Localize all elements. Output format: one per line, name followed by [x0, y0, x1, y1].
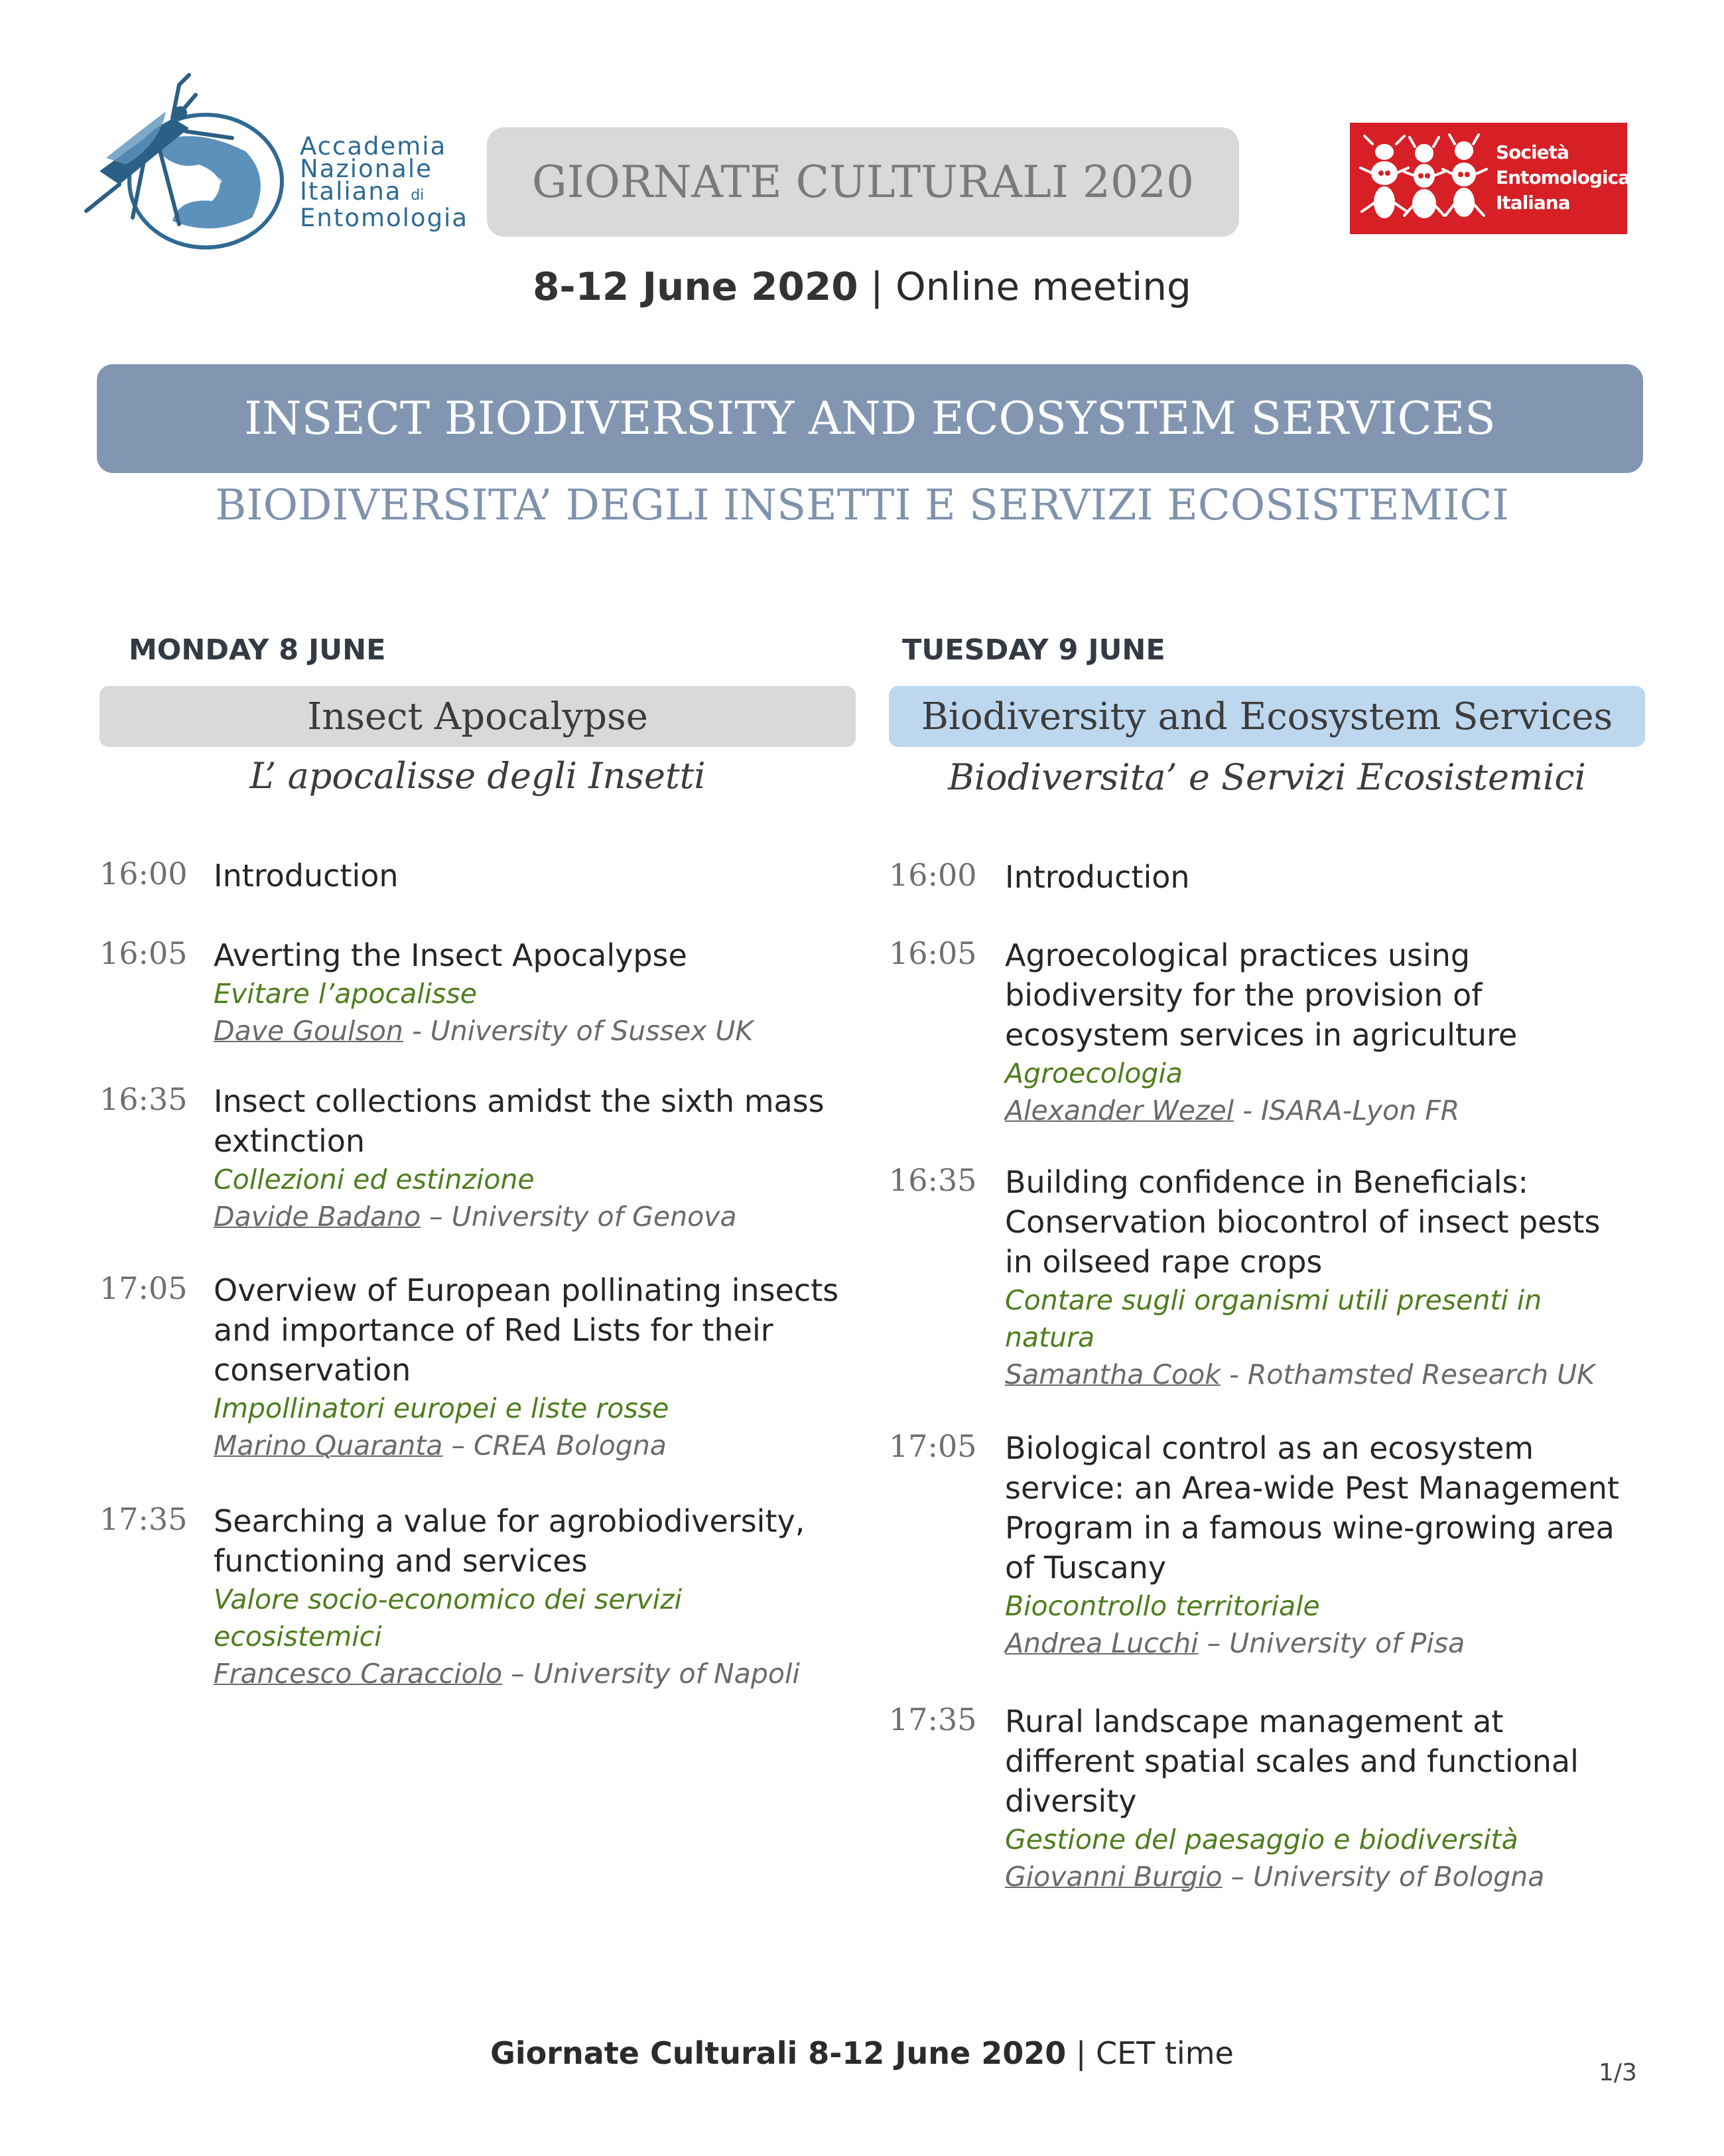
society-name-line1: Società [1496, 141, 1569, 163]
talk-italian-title: Evitare l’apocalisse [214, 978, 477, 1010]
speaker-affiliation: Rothamsted Research UK [1247, 1359, 1595, 1390]
talk-time: 17:35 [99, 1501, 188, 1537]
speaker-affiliation: CREA Bologna [474, 1430, 667, 1461]
talk-speaker [214, 1427, 864, 1464]
talk-title-line: service: an Area-wide Pest Management [1005, 1470, 1619, 1506]
talk-time: 16:35 [99, 1081, 188, 1117]
talk-time: 17:35 [889, 1702, 977, 1737]
talk-title-line: Agroecological practices using [1005, 937, 1471, 973]
speaker-name: Samantha Cook [1005, 1359, 1221, 1390]
talk-speaker [214, 1012, 864, 1049]
talk-title-line: extinction [214, 1123, 365, 1159]
talk-title-line: Overview of European pollinating insects [214, 1272, 839, 1308]
talk-title-line: of Tuscany [1005, 1550, 1167, 1585]
speaker-separator: – [1207, 1627, 1221, 1659]
sei-logo [1350, 123, 1630, 234]
talk-speaker [1005, 1858, 1635, 1895]
speaker-separator: – [429, 1201, 443, 1233]
mantis-globe-logo-icon [80, 72, 292, 251]
insects-emblem-icon [1358, 133, 1491, 224]
talk-title-line: and importance of Red Lists for their [214, 1312, 773, 1348]
footer-separator: | [1075, 2035, 1087, 2071]
speaker-separator: – [1230, 1861, 1245, 1893]
talk-title-line: Building confidence in Beneficials: [1005, 1164, 1529, 1200]
talk-time: 16:00 [889, 857, 977, 893]
academy-name-line3: Italiana [300, 177, 402, 206]
tuesday-session-italian: Biodiversita’ e Servizi Ecosistemici [948, 756, 1586, 798]
talk-italian-title: Impollinatori europei e liste rosse [214, 1392, 669, 1424]
footer-timezone: CET time [1095, 2035, 1234, 2071]
event-format: Online meeting [895, 264, 1191, 309]
date-separator: | [870, 264, 884, 309]
talk-speaker [1005, 1356, 1635, 1393]
academy-name-line4: Entomologia [300, 204, 469, 232]
theme-subtitle: BIODIVERSITA’ DEGLI INSETTI E SERVIZI ECOSISTEMICI [215, 481, 1509, 530]
talk-italian-title: Agroecologia [1005, 1057, 1183, 1089]
talk-title-line: ecosystem services in agriculture [1005, 1017, 1518, 1053]
society-name-line3: Italiana [1496, 192, 1570, 214]
tuesday-session-title: Biodiversity and Ecosystem Services [889, 686, 1645, 747]
speaker-affiliation: University of Napoli [533, 1658, 800, 1690]
tuesday-heading: TUESDAY 9 JUNE [902, 634, 1165, 667]
speaker-separator: – [511, 1658, 525, 1690]
event-title: GIORNATE CULTURALI 2020 [487, 127, 1239, 237]
theme-banner: INSECT BIODIVERSITY AND ECOSYSTEM SERVICES [97, 364, 1643, 473]
talk-title-line: Searching a value for agrobiodiversity, [214, 1503, 805, 1539]
speaker-separator: – [451, 1430, 465, 1461]
talk-title: Introduction [214, 858, 399, 894]
talk-title-line: Insect collections amidst the sixth mass [214, 1083, 825, 1119]
footer [0, 2035, 1724, 2071]
talk-time: 17:05 [99, 1270, 188, 1306]
talk-title-line: Conservation biocontrol of insect pests [1005, 1204, 1601, 1240]
event-dates: 8-12 June 2020 [533, 264, 858, 309]
talk-time: 16:05 [99, 935, 188, 971]
speaker-separator: - [411, 1015, 422, 1047]
talk-title-line: Rural landscape management at [1005, 1704, 1504, 1739]
speaker-affiliation: University of Genova [451, 1201, 737, 1233]
talk-title-line: Biological control as an ecosystem [1005, 1430, 1534, 1466]
talk-italian-title-line: Contare sugli organismi utili presenti in [1005, 1284, 1542, 1316]
talk-title-line: in oilseed rape crops [1005, 1244, 1323, 1280]
speaker-name: Francesco Caracciolo [214, 1658, 503, 1690]
page-number: 1/3 [1599, 2059, 1637, 2086]
talk-title: Averting the Insect Apocalypse [214, 937, 687, 973]
footer-event: Giornate Culturali 8-12 June 2020 [490, 2035, 1067, 2071]
monday-session-title: Insect Apocalypse [99, 686, 856, 747]
academy-name-line1: Accademia [300, 132, 447, 161]
speaker-name: Davide Badano [214, 1201, 421, 1233]
speaker-name: Dave Goulson [214, 1015, 403, 1047]
talk-speaker [214, 1198, 864, 1235]
talk-italian-title-line: Valore socio-economico dei servizi [214, 1583, 682, 1615]
monday-heading: MONDAY 8 JUNE [129, 634, 386, 667]
speaker-name: Alexander Wezel [1005, 1095, 1234, 1126]
speaker-affiliation: University of Pisa [1229, 1627, 1465, 1659]
talk-title-line: diversity [1005, 1783, 1137, 1819]
talk-title-line: functioning and services [214, 1543, 588, 1579]
talk-title: Introduction [1005, 859, 1190, 895]
speaker-separator: - [1242, 1095, 1252, 1126]
speaker-affiliation: University of Sussex UK [430, 1015, 754, 1047]
talk-italian-title: Gestione del paesaggio e biodiversità [1005, 1824, 1518, 1855]
society-name-line2: Entomologica [1496, 167, 1630, 188]
speaker-name: Marino Quaranta [214, 1430, 443, 1461]
speaker-affiliation: University of Bologna [1253, 1861, 1545, 1893]
talk-time: 16:35 [889, 1162, 977, 1198]
talk-title-line: different spatial scales and functional [1005, 1743, 1579, 1779]
talk-italian-title: Biocontrollo territoriale [1005, 1590, 1320, 1622]
accademia-logo [80, 72, 469, 251]
talk-italian-title-line: natura [1005, 1321, 1095, 1353]
talk-title-line: conservation [214, 1352, 411, 1388]
talk-time: 17:05 [889, 1428, 977, 1464]
speaker-name: Giovanni Burgio [1005, 1861, 1223, 1893]
talk-speaker [1005, 1092, 1635, 1129]
talk-italian-title: Collezioni ed estinzione [214, 1164, 535, 1195]
speaker-name: Andrea Lucchi [1005, 1627, 1199, 1659]
event-date-line [0, 264, 1724, 309]
monday-session-italian: L’ apocalisse degli Insetti [249, 755, 706, 797]
talk-time: 16:00 [99, 856, 188, 892]
talk-speaker [1005, 1625, 1635, 1662]
talk-speaker [214, 1655, 864, 1692]
speaker-separator: - [1229, 1359, 1239, 1390]
talk-italian-title-line: ecosistemici [214, 1621, 382, 1652]
speaker-affiliation: ISARA-Lyon FR [1260, 1095, 1460, 1126]
academy-name-di: di [411, 187, 425, 204]
talk-title-line: biodiversity for the provision of [1005, 977, 1483, 1013]
talk-title-line: Program in a famous wine-growing area [1005, 1510, 1615, 1546]
talk-time: 16:05 [889, 935, 977, 971]
academy-name-line2: Nazionale [300, 155, 432, 183]
